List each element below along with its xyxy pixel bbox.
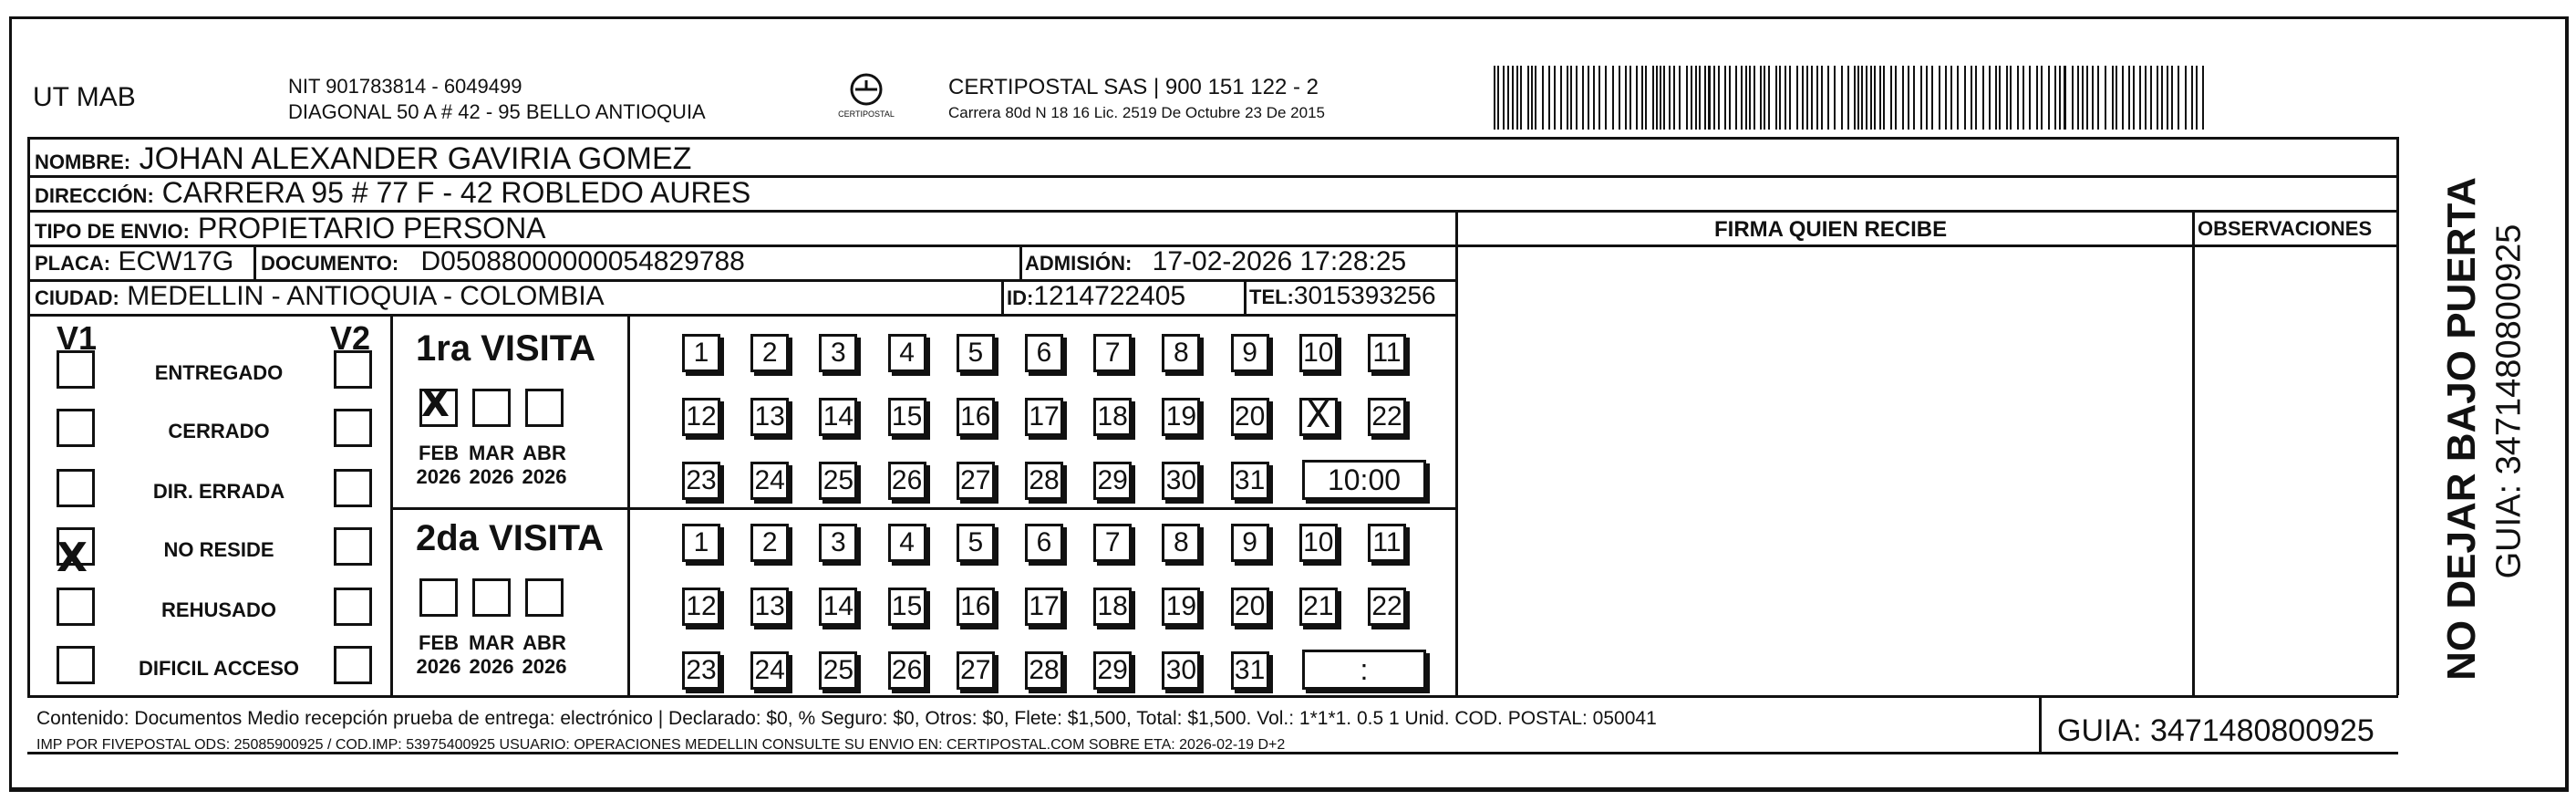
first-day-box[interactable]: 9 — [1231, 334, 1269, 372]
v1-checkbox[interactable] — [57, 646, 95, 684]
first-day-box[interactable]: 17 — [1025, 398, 1063, 436]
second-day-box[interactable]: 11 — [1368, 524, 1406, 562]
second-day-box[interactable]: 25 — [819, 651, 857, 690]
second-month-label: MAR — [468, 631, 515, 654]
second-day-box[interactable]: 16 — [957, 588, 995, 626]
first-feb-mark: X — [421, 383, 450, 425]
carrier-name: CERTIPOSTAL SAS | 900 151 122 - 2 — [948, 75, 1319, 99]
first-day-box[interactable]: 30 — [1162, 462, 1200, 500]
first-day-box[interactable]: 27 — [957, 462, 995, 500]
first-visit-title: 1ra VISITA — [416, 328, 596, 369]
status-label: CERRADO — [168, 420, 270, 442]
second-day-box[interactable]: 14 — [819, 588, 857, 626]
id-value: 1214722405 — [1033, 281, 1186, 311]
second-day-box[interactable]: 30 — [1162, 651, 1200, 690]
second-day-box[interactable]: 27 — [957, 651, 995, 690]
status-label: DIFICIL ACCESO — [138, 657, 300, 680]
second-day-box[interactable]: 2 — [750, 524, 789, 562]
second-day-box[interactable]: 8 — [1162, 524, 1200, 562]
first-month-label: ABR — [522, 442, 566, 464]
v1-no-reside-mark: X — [57, 535, 88, 581]
v2-checkbox[interactable] — [334, 350, 372, 389]
direccion-value: CARRERA 95 # 77 F - 42 ROBLEDO AURES — [161, 176, 751, 209]
first-day-box[interactable]: 14 — [819, 398, 857, 436]
second-day-box[interactable]: 21 — [1299, 588, 1338, 626]
first-day-box[interactable]: 7 — [1093, 334, 1132, 372]
certipostal-logo — [834, 69, 898, 124]
v2-checkbox[interactable] — [334, 588, 372, 626]
id-label: ID: — [1007, 286, 1034, 309]
sender-name: UT MAB — [33, 82, 136, 112]
second-day-box[interactable]: 12 — [682, 588, 720, 626]
svg-text:CERTIPOSTAL: CERTIPOSTAL — [838, 109, 895, 119]
footer-imp: IMP POR FIVEPOSTAL ODS: 25085900925 / COD.IMP: 53975400925 USUARIO: OPERACIONES MEDELLIN CONSULTE SU ENVIO EN: CERTIPOSTAL.COM SOBRE ETA: 2026-02-19 D+2 — [36, 737, 1286, 753]
second-month-checkbox[interactable] — [419, 578, 458, 617]
admision-label: ADMISIÓN: — [1025, 252, 1133, 275]
tipo-value: PROPIETARIO PERSONA — [197, 212, 546, 244]
v1-checkbox[interactable] — [57, 469, 95, 507]
label-frame — [9, 16, 2569, 792]
v2-checkbox[interactable] — [334, 469, 372, 507]
ciudad-value: MEDELLIN - ANTIOQUIA - COLOMBIA — [127, 281, 605, 311]
tel-row — [1249, 281, 1436, 310]
first-month-label: FEB — [419, 442, 459, 464]
firma-column-divider — [1455, 210, 1458, 697]
placa-row — [35, 246, 233, 277]
second-day-box[interactable]: 23 — [682, 651, 720, 690]
second-day-box[interactable]: 3 — [819, 524, 857, 562]
second-day-box[interactable]: 28 — [1025, 651, 1063, 690]
first-day-box[interactable]: 23 — [682, 462, 720, 500]
second-day-box[interactable]: 5 — [957, 524, 995, 562]
second-day-box[interactable]: 4 — [888, 524, 926, 562]
first-month-label: MAR — [468, 442, 515, 464]
v2-checkbox[interactable] — [334, 527, 372, 566]
second-day-box[interactable]: 7 — [1093, 524, 1132, 562]
sender-nit: NIT 901783814 - 6049499 — [288, 75, 522, 98]
id-row — [1007, 281, 1185, 312]
v1-label: V1 — [57, 319, 98, 357]
tipo-row — [35, 212, 546, 245]
nombre-value: JOHAN ALEXANDER GAVIRIA GOMEZ — [139, 141, 692, 176]
admision-row — [1025, 246, 1406, 277]
first-day-box[interactable]: 22 — [1368, 398, 1406, 436]
second-day-box[interactable]: 29 — [1093, 651, 1132, 690]
status-label: REHUSADO — [161, 598, 276, 621]
first-day-box[interactable]: 3 — [819, 334, 857, 372]
first-year-label: 2026 — [416, 465, 461, 488]
first-day-box[interactable]: 24 — [750, 462, 789, 500]
first-day-box[interactable]: 2 — [750, 334, 789, 372]
first-month-checkbox[interactable] — [525, 389, 564, 427]
second-day-box[interactable]: 15 — [888, 588, 926, 626]
first-year-label: 2026 — [522, 465, 567, 488]
second-day-box[interactable]: 24 — [750, 651, 789, 690]
first-day-box[interactable]: 10 — [1299, 334, 1338, 372]
first-day-box[interactable]: 8 — [1162, 334, 1200, 372]
second-day-box[interactable]: 20 — [1231, 588, 1269, 626]
first-day-box[interactable]: 5 — [957, 334, 995, 372]
first-month-checkbox[interactable] — [472, 389, 511, 427]
admision-value: 17-02-2026 17:28:25 — [1152, 246, 1407, 276]
v1-checkbox[interactable] — [57, 350, 95, 389]
tel-label: TEL: — [1249, 286, 1294, 308]
first-day-21-mark: X — [1306, 394, 1331, 436]
firma-header: FIRMA QUIEN RECIBE — [1714, 217, 1948, 242]
side-warning: NO DEJAR BAJO PUERTA — [2439, 177, 2484, 681]
placa-value: ECW17G — [118, 246, 234, 276]
v2-checkbox[interactable] — [334, 646, 372, 684]
second-day-box[interactable]: 17 — [1025, 588, 1063, 626]
first-day-box[interactable]: 13 — [750, 398, 789, 436]
direccion-row — [35, 176, 750, 210]
first-day-box[interactable]: 4 — [888, 334, 926, 372]
first-day-box[interactable]: 29 — [1093, 462, 1132, 500]
first-day-box[interactable]: 31 — [1231, 462, 1269, 500]
footer-contenido: Contenido: Documentos Medio recepción prueba de entrega: electrónico | Declarado: $0, % Seguro: $0, Otros: $0, Flete: $1,500, Total: $1,500. Vol.: 1*1*1. 0.5 1 Unid. COD. POSTAL: 050041 — [36, 708, 1657, 729]
ciudad-label: CIUDAD: — [35, 286, 119, 309]
tipo-label: TIPO DE ENVIO: — [35, 220, 190, 243]
ciudad-row — [35, 281, 605, 312]
documento-label: DOCUMENTO: — [261, 252, 399, 275]
side-guia: GUIA: 3471480800925 — [2489, 224, 2529, 579]
v1-checkbox[interactable] — [57, 588, 95, 626]
second-month-label: ABR — [522, 631, 566, 654]
footer-guia: GUIA: 3471480800925 — [2057, 713, 2374, 748]
first-day-box[interactable]: 19 — [1162, 398, 1200, 436]
second-day-box[interactable]: 6 — [1025, 524, 1063, 562]
first-day-box[interactable]: 16 — [957, 398, 995, 436]
sender-address: DIAGONAL 50 A # 42 - 95 BELLO ANTIOQUIA — [288, 100, 706, 123]
second-month-checkbox[interactable] — [525, 578, 564, 617]
second-day-box[interactable]: 13 — [750, 588, 789, 626]
second-day-box[interactable]: 22 — [1368, 588, 1406, 626]
second-visit-title: 2da VISITA — [416, 518, 604, 558]
second-day-box[interactable]: 18 — [1093, 588, 1132, 626]
first-day-box[interactable]: 12 — [682, 398, 720, 436]
second-year-label: 2026 — [522, 655, 567, 678]
second-month-checkbox[interactable] — [472, 578, 511, 617]
status-label: DIR. ERRADA — [152, 480, 285, 503]
first-year-label: 2026 — [469, 465, 514, 488]
status-label: ENTREGADO — [154, 361, 284, 384]
first-day-box[interactable]: 15 — [888, 398, 926, 436]
second-time-box[interactable]: : — [1302, 650, 1426, 690]
documento-row — [261, 246, 745, 277]
v1-checkbox[interactable] — [57, 409, 95, 447]
status-label: NO RESIDE — [163, 538, 274, 561]
observaciones-column-divider — [2192, 210, 2195, 697]
second-day-box[interactable]: 26 — [888, 651, 926, 690]
v2-checkbox[interactable] — [334, 409, 372, 447]
first-day-box[interactable]: 20 — [1231, 398, 1269, 436]
nombre-label: NOMBRE: — [35, 151, 131, 173]
second-year-label: 2026 — [469, 655, 514, 678]
nombre-row — [35, 141, 691, 177]
first-day-box[interactable]: 18 — [1093, 398, 1132, 436]
placa-label: PLACA: — [35, 252, 111, 275]
first-day-box[interactable]: 26 — [888, 462, 926, 500]
second-day-box[interactable]: 19 — [1162, 588, 1200, 626]
barcode — [1494, 66, 2216, 130]
tel-value: 3015393256 — [1293, 281, 1436, 309]
first-day-box[interactable]: 28 — [1025, 462, 1063, 500]
documento-value: D05088000000054829788 — [420, 246, 745, 276]
direccion-label: DIRECCIÓN: — [35, 184, 154, 207]
first-day-box[interactable]: 25 — [819, 462, 857, 500]
second-day-box[interactable]: 10 — [1299, 524, 1338, 562]
second-month-label: FEB — [419, 631, 459, 654]
first-day-box[interactable]: 1 — [682, 334, 720, 372]
second-day-box[interactable]: 1 — [682, 524, 720, 562]
first-day-box[interactable]: 6 — [1025, 334, 1063, 372]
first-time-box[interactable]: 10:00 — [1302, 460, 1426, 500]
carrier-license: Carrera 80d N 18 16 Lic. 2519 De Octubre 23 De 2015 — [948, 104, 1325, 121]
v2-label: V2 — [330, 319, 371, 357]
second-day-box[interactable]: 9 — [1231, 524, 1269, 562]
second-year-label: 2026 — [416, 655, 461, 678]
first-day-box[interactable]: 11 — [1368, 334, 1406, 372]
observaciones-header: OBSERVACIONES — [2198, 217, 2373, 240]
second-day-box[interactable]: 31 — [1231, 651, 1269, 690]
